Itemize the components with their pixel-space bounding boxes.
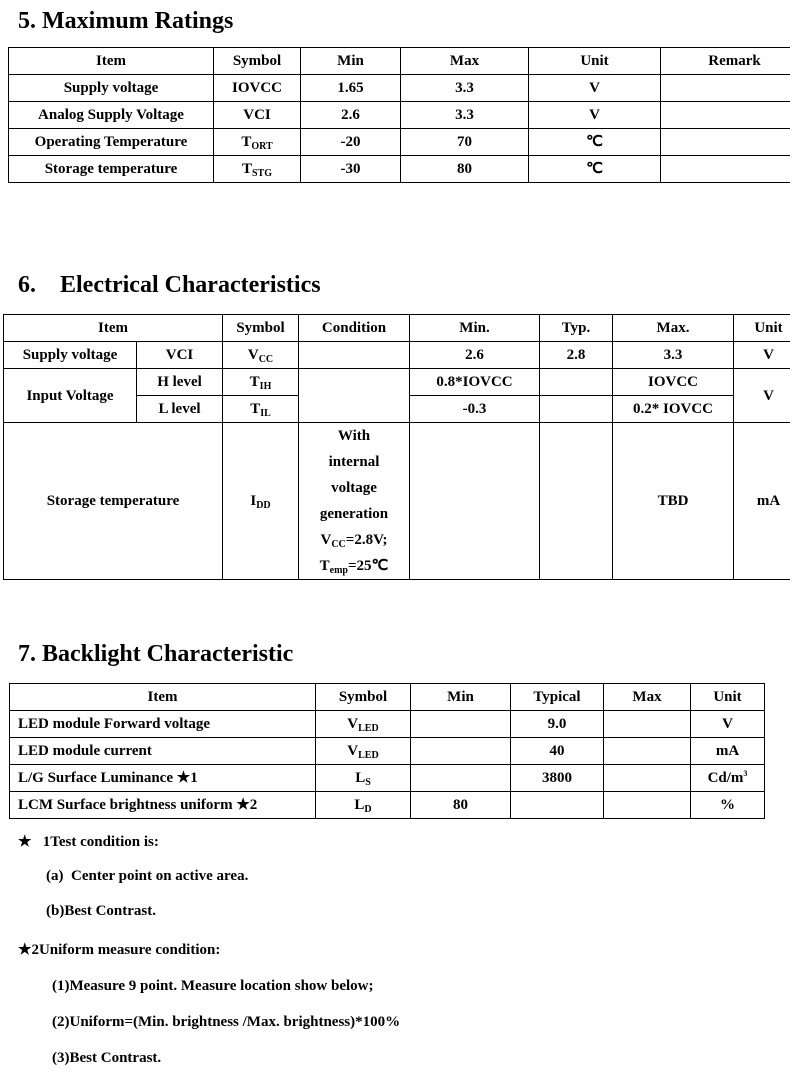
header-cell: Remark [661, 48, 790, 75]
condition-line: With [337, 428, 371, 444]
cell: Input Voltage [4, 369, 137, 423]
note-line: (b)Best Contrast. [46, 903, 156, 919]
cell: H level [137, 369, 223, 396]
cell: Supply voltage [4, 342, 137, 369]
cell: 80 [401, 156, 529, 183]
symbol-subscript: D [364, 804, 372, 815]
unit-cell [691, 792, 765, 819]
cell [661, 129, 790, 156]
subscript: CC [331, 539, 346, 550]
condition-line [299, 527, 409, 553]
cell: ℃ [529, 156, 661, 183]
table-row [10, 738, 765, 765]
cell: 3.3 [401, 102, 529, 129]
cell: L level [137, 396, 223, 423]
header-cell: Min [301, 48, 401, 75]
cell: -20 [301, 129, 401, 156]
section-5-title: 5. Maximum Ratings [18, 8, 234, 34]
cell: 70 [401, 129, 529, 156]
unit-superscript: 3 [743, 769, 748, 778]
cell: 80 [411, 792, 511, 819]
symbol-cell [214, 129, 301, 156]
cell [410, 423, 540, 580]
cell: LED module Forward voltage [10, 711, 316, 738]
header-cell: Item [9, 48, 214, 75]
text: T [319, 558, 330, 574]
cell [540, 369, 613, 396]
unit-cell [691, 738, 765, 765]
symbol: L [355, 770, 366, 786]
cell: Storage temperature [4, 423, 223, 580]
cell: Analog Supply Voltage [9, 102, 214, 129]
cell: Operating Temperature [9, 129, 214, 156]
header-cell: Item [4, 315, 223, 342]
header-cell: Unit [691, 684, 765, 711]
note-line: (2)Uniform=(Min. brightness /Max. brightness)*100% [52, 1014, 401, 1030]
cell [299, 369, 410, 423]
cell [604, 792, 691, 819]
condition-line: generation [319, 506, 389, 522]
symbol-subscript: STG [252, 168, 273, 179]
cell: Storage temperature [9, 156, 214, 183]
cell: V [529, 102, 661, 129]
symbol-subscript: DD [256, 500, 271, 511]
cell [411, 711, 511, 738]
text: =2.8V; [345, 532, 388, 548]
subscript: emp [329, 565, 348, 576]
table-row [9, 102, 790, 129]
symbol-cell [223, 369, 299, 396]
cell [540, 423, 613, 580]
cell: V [734, 342, 790, 369]
symbol-cell [316, 711, 411, 738]
symbol-cell [223, 423, 299, 580]
cell: 0.8*IOVCC [410, 369, 540, 396]
table-row [9, 129, 790, 156]
symbol-cell [316, 792, 411, 819]
symbol: V [247, 347, 259, 363]
cell: 2.8 [540, 342, 613, 369]
header-cell: Condition [299, 315, 410, 342]
header-cell: Symbol [223, 315, 299, 342]
symbol-cell [214, 102, 301, 129]
condition-line [299, 553, 409, 579]
symbol: VCI [243, 107, 271, 123]
unit: Cd/m [707, 770, 744, 786]
table-row [9, 75, 790, 102]
cell [604, 765, 691, 792]
symbol-cell [316, 765, 411, 792]
symbol-cell [223, 342, 299, 369]
symbol-cell [316, 738, 411, 765]
unit-cell [691, 765, 765, 792]
cell [604, 711, 691, 738]
table-row [10, 711, 765, 738]
symbol-cell [223, 396, 299, 423]
unit-cell [691, 711, 765, 738]
condition-line: voltage [331, 480, 377, 496]
cell: 40 [511, 738, 604, 765]
symbol: V [347, 716, 359, 732]
text: =25℃ [347, 558, 389, 574]
cell: V [734, 369, 790, 423]
header-cell: Max [604, 684, 691, 711]
symbol: T [241, 134, 252, 150]
symbol-cell [214, 156, 301, 183]
header-cell: Unit [529, 48, 661, 75]
cell: 0.2* IOVCC [613, 396, 734, 423]
cell [411, 765, 511, 792]
table-row [10, 792, 765, 819]
cell: 1.65 [301, 75, 401, 102]
section-6-title: 6. Electrical Characteristics [18, 272, 321, 298]
symbol-subscript: ORT [251, 141, 273, 152]
cell: ℃ [529, 129, 661, 156]
table-row [10, 765, 765, 792]
header-cell: Item [10, 684, 316, 711]
unit: V [722, 716, 733, 732]
cell: IOVCC [613, 369, 734, 396]
symbol-subscript: IL [260, 408, 271, 419]
cell [661, 102, 790, 129]
symbol-cell [214, 75, 301, 102]
note-line: (1)Measure 9 point. Measure location show below; [52, 978, 374, 994]
table-header [4, 315, 790, 342]
cell [661, 156, 790, 183]
cell: -0.3 [410, 396, 540, 423]
cell: 3800 [511, 765, 604, 792]
header-cell: Max [401, 48, 529, 75]
table-header [10, 684, 765, 711]
cell [299, 342, 410, 369]
header-cell: Unit [734, 315, 790, 342]
cell: V [529, 75, 661, 102]
symbol-subscript: LED [358, 723, 379, 734]
cell: -30 [301, 156, 401, 183]
cell [604, 738, 691, 765]
cell: TBD [613, 423, 734, 580]
unit: % [720, 797, 735, 813]
header-cell: Symbol [214, 48, 301, 75]
note-line: (a) Center point on active area. [46, 868, 249, 884]
header-cell: Min [411, 684, 511, 711]
text: V [320, 532, 332, 548]
note-line: ★ 1Test condition is: [18, 834, 159, 850]
symbol: T [249, 374, 260, 390]
cell [511, 792, 604, 819]
table-row [4, 369, 790, 396]
cell [540, 396, 613, 423]
header-cell: Typical [511, 684, 604, 711]
maximum-ratings-table [8, 47, 790, 183]
backlight-table [9, 683, 765, 819]
cell: Supply voltage [9, 75, 214, 102]
electrical-characteristics-table [3, 314, 790, 580]
cell: LED module current [10, 738, 316, 765]
symbol: I [250, 493, 257, 509]
cell [661, 75, 790, 102]
cell: LCM Surface brightness uniform ★2 [10, 792, 316, 819]
symbol-subscript: S [365, 777, 371, 788]
table-row [4, 342, 790, 369]
header-cell: Min. [410, 315, 540, 342]
symbol-subscript: IH [259, 381, 272, 392]
cell: 2.6 [301, 102, 401, 129]
note-line: ★2Uniform measure condition: [18, 942, 221, 958]
table-row [4, 423, 790, 580]
cell: 3.3 [401, 75, 529, 102]
symbol: T [250, 401, 261, 417]
header-cell: Symbol [316, 684, 411, 711]
condition-cell [299, 423, 410, 580]
symbol: T [241, 161, 252, 177]
cell: VCI [137, 342, 223, 369]
header-cell: Max. [613, 315, 734, 342]
section-7-title: 7. Backlight Characteristic [18, 641, 294, 667]
symbol: V [347, 743, 359, 759]
header-cell: Typ. [540, 315, 613, 342]
cell [411, 738, 511, 765]
symbol: IOVCC [231, 80, 282, 96]
cell: 3.3 [613, 342, 734, 369]
symbol-subscript: LED [358, 750, 379, 761]
table-header [9, 48, 790, 75]
cell: L/G Surface Luminance ★1 [10, 765, 316, 792]
symbol: L [354, 797, 365, 813]
cell: 2.6 [410, 342, 540, 369]
symbol-subscript: CC [258, 354, 274, 365]
note-line: (3)Best Contrast. [52, 1050, 162, 1066]
table-row [9, 156, 790, 183]
unit: mA [715, 743, 740, 759]
condition-line: internal [328, 454, 380, 470]
cell: 9.0 [511, 711, 604, 738]
cell: mA [734, 423, 790, 580]
